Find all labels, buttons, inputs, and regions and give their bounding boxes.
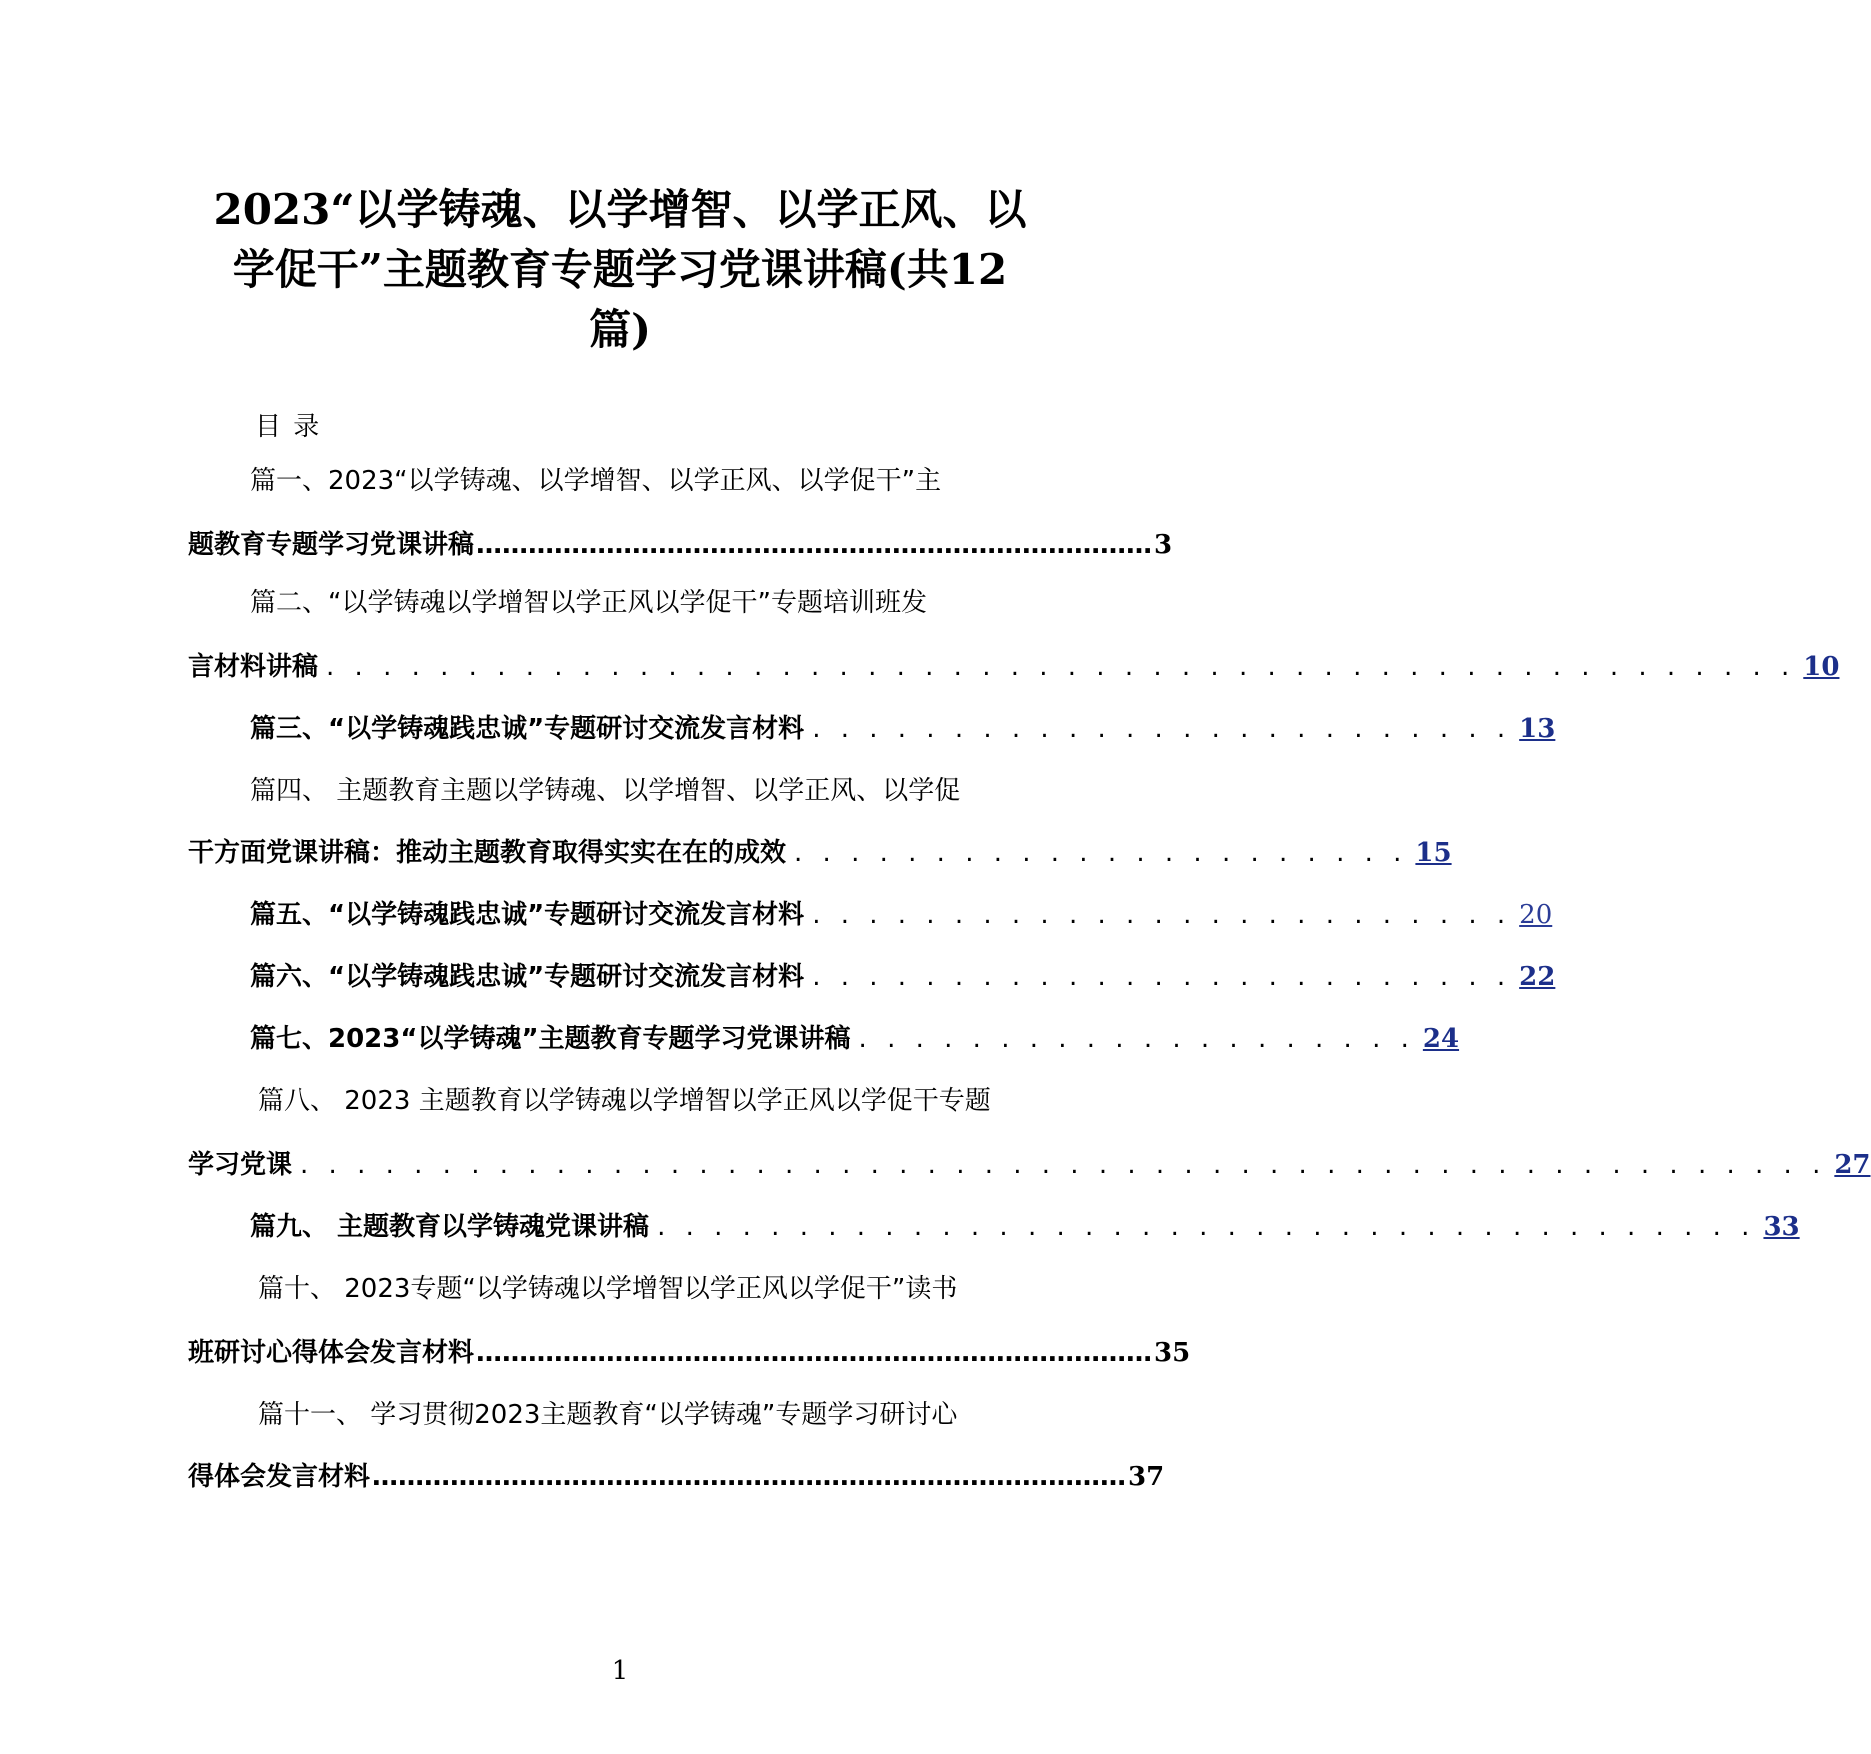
toc-leader: . . . . . . . . . . . . . . . . . . . . . . . . . [812,900,1512,930]
toc-entry-4-line-1: 篇四、 主题教育主题以学铸魂、以学增智、以学正风、以学促 [250,776,961,806]
toc-page-link[interactable]: 22 [1519,962,1556,992]
toc-page-link[interactable]: 10 [1803,652,1840,682]
toc-entry-1-line-2: 题教育专题学习党课讲稿 [188,530,475,560]
toc-entry-4[interactable] [188,836,1452,870]
toc-entry-11[interactable] [188,1460,1165,1494]
toc-entry-6-text: 篇六、“以学铸魂践忠诚”专题研讨交流发言材料 [250,962,805,992]
toc-entry-2-line-2: 言材料讲稿 [188,652,319,682]
toc-entry-7-text: 篇七、2023“以学铸魂”主题教育专题学习党课讲稿 [250,1024,851,1054]
toc-heading: 目 录 [255,412,322,442]
title-line-2: 学促干”主题教育专题学习党课讲稿(共12 [232,245,1008,294]
toc-page-link[interactable]: 15 [1415,838,1452,868]
toc-leader: . . . . . . . . . . . . . . . . . . . . [858,1024,1415,1054]
toc-entry-7[interactable] [250,1022,1460,1056]
toc-leader: …………………………………………………………………………… [372,1462,1127,1492]
toc-leader: . . . . . . . . . . . . . . . . . . . . . . [794,838,1408,868]
toc-entry-5[interactable] [250,898,1553,932]
toc-entry-9-text: 篇九、 主题教育以学铸魂党课讲稿 [250,1212,650,1242]
title-line-1: 2023“以学铸魂、以学增智、以学正风、以 [213,185,1027,234]
toc-entry-1[interactable] [188,528,1173,562]
title-line-3: 篇) [589,305,651,354]
toc-entry-2[interactable] [188,650,1840,684]
toc-entry-11-line-2: 得体会发言材料 [188,1462,371,1492]
toc-page-link[interactable]: 24 [1422,1024,1460,1054]
toc-entry-9[interactable] [250,1210,1800,1244]
toc-leader: . . . . . . . . . . . . . . . . . . . . . . . . . [812,962,1512,992]
toc-entry-3-text: 篇三、“以学铸魂践忠诚”专题研讨交流发言材料 [250,714,805,744]
toc-page-link[interactable]: 33 [1763,1212,1800,1242]
toc-entry-1-line-1: 篇一、2023“以学铸魂、以学增智、以学正风、以学促干”主 [250,466,942,496]
toc-leader: . . . . . . . . . . . . . . . . . . . . . . . . . . . . . . . . . . . . . . . . . . . . . . . . . . . . [326,652,1796,682]
toc-entry-3[interactable] [250,712,1556,746]
toc-page-link[interactable]: 13 [1519,714,1556,744]
toc-leader: . . . . . . . . . . . . . . . . . . . . . . . . . . . . . . . . . . . . . . . [657,1212,1756,1242]
toc-leader: …………………………………………………………………… [476,530,1153,560]
toc-entry-5-text: 篇五、“以学铸魂践忠诚”专题研讨交流发言材料 [250,900,805,930]
toc-entry-11-line-1: 篇十一、 学习贯彻2023主题教育“以学铸魂”专题学习研讨心 [258,1400,958,1430]
toc-entry-8-line-2: 学习党课 [188,1150,293,1180]
toc-leader: . . . . . . . . . . . . . . . . . . . . . . . . . . . . . . . . . . . . . . . . . . . . . . . . . . . . . . [300,1150,1827,1180]
toc-entry-4-line-2: 干方面党课讲稿：推动主题教育取得实实在在的成效 [188,838,787,868]
toc-entry-2-line-1: 篇二、“以学铸魂以学增智以学正风以学促干”专题培训班发 [250,588,927,618]
page-number: 1 [611,1656,629,1686]
toc-page-number: 35 [1154,1338,1191,1368]
toc-entry-10[interactable] [188,1336,1191,1370]
toc-entry-6[interactable] [250,960,1556,994]
toc-page-link[interactable]: 20 [1519,900,1553,930]
toc-entry-8[interactable] [188,1148,1871,1182]
document-title [180,180,1060,360]
toc-page-number: 3 [1154,530,1173,560]
toc-entry-10-line-2: 班研讨心得体会发言材料 [188,1338,475,1368]
toc-leader: . . . . . . . . . . . . . . . . . . . . . . . . . [812,714,1512,744]
toc-page-number: 37 [1128,1462,1165,1492]
toc-entry-10-line-1: 篇十、 2023专题“以学铸魂以学增智以学正风以学促干”读书 [258,1274,958,1304]
toc-entry-8-line-1: 篇八、 2023 主题教育以学铸魂以学增智以学正风以学促干专题 [258,1086,991,1116]
toc-leader: …………………………………………………………………… [476,1338,1153,1368]
toc-page-link[interactable]: 27 [1834,1150,1871,1180]
